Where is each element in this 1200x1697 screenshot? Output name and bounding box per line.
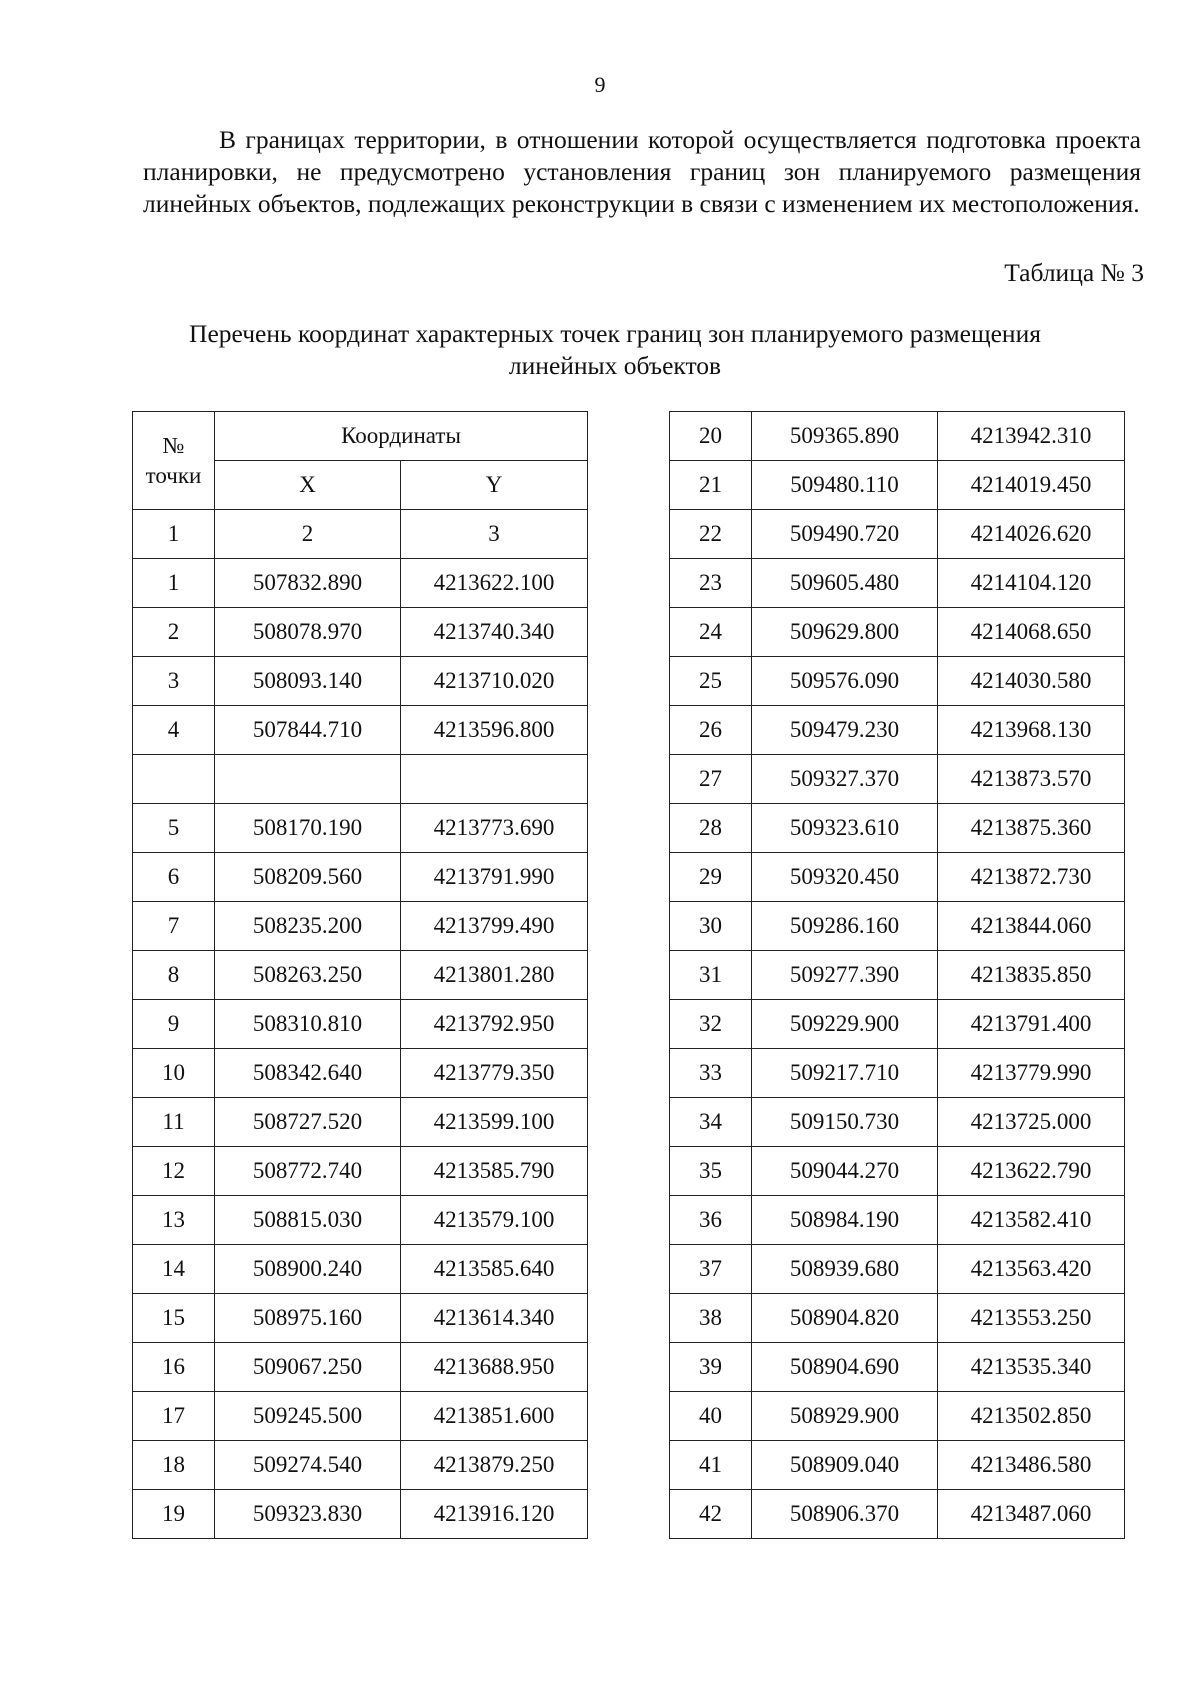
table-row bbox=[133, 804, 588, 853]
table-row bbox=[670, 559, 1125, 608]
y-coordinate-cell: 4213779.350 bbox=[401, 1049, 588, 1098]
table-row bbox=[670, 510, 1125, 559]
table-row bbox=[133, 1049, 588, 1098]
column-index-cell: 3 bbox=[401, 510, 588, 559]
y-coordinate-cell: 4213582.410 bbox=[938, 1196, 1125, 1245]
point-number-cell: 11 bbox=[133, 1098, 215, 1147]
y-coordinate-cell: 4213851.600 bbox=[401, 1392, 588, 1441]
point-number-cell: 42 bbox=[670, 1490, 752, 1539]
x-coordinate-cell: 509320.450 bbox=[752, 853, 938, 902]
x-coordinate-cell: 508093.140 bbox=[215, 657, 401, 706]
y-coordinate-cell: 4213916.120 bbox=[401, 1490, 588, 1539]
y-coordinate-cell: 4214019.450 bbox=[938, 461, 1125, 510]
x-coordinate-cell: 509629.800 bbox=[752, 608, 938, 657]
x-coordinate-cell: 509605.480 bbox=[752, 559, 938, 608]
point-number-cell: 16 bbox=[133, 1343, 215, 1392]
x-coordinate-cell: 508975.160 bbox=[215, 1294, 401, 1343]
x-coordinate-cell bbox=[215, 755, 401, 804]
x-coordinate-cell: 508263.250 bbox=[215, 951, 401, 1000]
point-number-cell: 28 bbox=[670, 804, 752, 853]
y-coordinate-cell: 4213844.060 bbox=[938, 902, 1125, 951]
y-coordinate-cell: 4213622.790 bbox=[938, 1147, 1125, 1196]
table-row bbox=[133, 1392, 588, 1441]
table-row bbox=[670, 706, 1125, 755]
table-row bbox=[670, 902, 1125, 951]
x-coordinate-cell: 508906.370 bbox=[752, 1490, 938, 1539]
point-number-cell: 10 bbox=[133, 1049, 215, 1098]
x-coordinate-cell: 508939.680 bbox=[752, 1245, 938, 1294]
y-coordinate-cell: 4213486.580 bbox=[938, 1441, 1125, 1490]
x-coordinate-cell: 509480.110 bbox=[752, 461, 938, 510]
y-coordinate-cell: 4213614.340 bbox=[401, 1294, 588, 1343]
y-coordinate-cell: 4214030.580 bbox=[938, 657, 1125, 706]
y-coordinate-cell: 4213535.340 bbox=[938, 1343, 1125, 1392]
header-x: X bbox=[215, 461, 401, 510]
point-number-cell: 4 bbox=[133, 706, 215, 755]
y-coordinate-cell: 4213585.640 bbox=[401, 1245, 588, 1294]
x-coordinate-cell: 509044.270 bbox=[752, 1147, 938, 1196]
y-coordinate-cell: 4213791.400 bbox=[938, 1000, 1125, 1049]
table-row bbox=[133, 1147, 588, 1196]
point-number-cell: 13 bbox=[133, 1196, 215, 1245]
x-coordinate-cell: 509365.890 bbox=[752, 412, 938, 461]
point-number-cell: 37 bbox=[670, 1245, 752, 1294]
point-number-cell: 6 bbox=[133, 853, 215, 902]
point-number-cell: 26 bbox=[670, 706, 752, 755]
table-row bbox=[670, 1000, 1125, 1049]
table-row bbox=[133, 559, 588, 608]
point-number-cell: 24 bbox=[670, 608, 752, 657]
table-row bbox=[133, 608, 588, 657]
x-coordinate-cell: 508342.640 bbox=[215, 1049, 401, 1098]
point-number-cell: 3 bbox=[133, 657, 215, 706]
x-coordinate-cell: 509217.710 bbox=[752, 1049, 938, 1098]
point-number-cell: 23 bbox=[670, 559, 752, 608]
y-coordinate-cell: 4213799.490 bbox=[401, 902, 588, 951]
table-row bbox=[670, 1392, 1125, 1441]
caption-line-2: линейных объектов bbox=[508, 351, 722, 380]
x-coordinate-cell: 508929.900 bbox=[752, 1392, 938, 1441]
point-number-cell: 1 bbox=[133, 559, 215, 608]
point-number-cell: 29 bbox=[670, 853, 752, 902]
y-coordinate-cell: 4213487.060 bbox=[938, 1490, 1125, 1539]
y-coordinate-cell: 4213942.310 bbox=[938, 412, 1125, 461]
y-coordinate-cell: 4214104.120 bbox=[938, 559, 1125, 608]
point-number-cell: 12 bbox=[133, 1147, 215, 1196]
point-number-cell: 7 bbox=[133, 902, 215, 951]
x-coordinate-cell: 509067.250 bbox=[215, 1343, 401, 1392]
y-coordinate-cell: 4213579.100 bbox=[401, 1196, 588, 1245]
point-number-cell: 35 bbox=[670, 1147, 752, 1196]
x-coordinate-cell: 508904.690 bbox=[752, 1343, 938, 1392]
x-coordinate-cell: 508904.820 bbox=[752, 1294, 938, 1343]
table-row bbox=[133, 1196, 588, 1245]
table-row bbox=[133, 755, 588, 804]
table-row bbox=[133, 1294, 588, 1343]
y-coordinate-cell: 4213792.950 bbox=[401, 1000, 588, 1049]
y-coordinate-cell: 4213622.100 bbox=[401, 559, 588, 608]
y-coordinate-cell: 4213553.250 bbox=[938, 1294, 1125, 1343]
point-number-cell: 33 bbox=[670, 1049, 752, 1098]
x-coordinate-cell: 509323.830 bbox=[215, 1490, 401, 1539]
table-row bbox=[670, 412, 1125, 461]
header-y: Y bbox=[401, 461, 588, 510]
point-number-cell: 21 bbox=[670, 461, 752, 510]
x-coordinate-cell: 508209.560 bbox=[215, 853, 401, 902]
caption-line-1: Перечень координат характерных точек границ зон планируемого размещения bbox=[189, 319, 1041, 348]
point-number-cell: 25 bbox=[670, 657, 752, 706]
x-coordinate-cell: 508310.810 bbox=[215, 1000, 401, 1049]
point-number-cell: 5 bbox=[133, 804, 215, 853]
y-coordinate-cell: 4213599.100 bbox=[401, 1098, 588, 1147]
y-coordinate-cell: 4213585.790 bbox=[401, 1147, 588, 1196]
y-coordinate-cell: 4213801.280 bbox=[401, 951, 588, 1000]
column-index-cell: 1 bbox=[133, 510, 215, 559]
table-row bbox=[670, 853, 1125, 902]
x-coordinate-cell: 509274.540 bbox=[215, 1441, 401, 1490]
table-row bbox=[670, 1343, 1125, 1392]
point-number-cell: 19 bbox=[133, 1490, 215, 1539]
table-row bbox=[670, 1294, 1125, 1343]
table-row bbox=[133, 951, 588, 1000]
table-row bbox=[670, 657, 1125, 706]
table-caption bbox=[150, 318, 1080, 382]
point-number-cell: 15 bbox=[133, 1294, 215, 1343]
header-num-sign: № bbox=[162, 432, 185, 458]
x-coordinate-cell: 509277.390 bbox=[752, 951, 938, 1000]
intro-paragraph: В границах территории, в отношении которой осуществляется подготовка проекта планировки, не предусмотрено установления границ зон планируемого размещения линейных объектов, подлежащих реконструкции в связи с изменением их местоположения. bbox=[143, 125, 1141, 218]
x-coordinate-cell: 508815.030 bbox=[215, 1196, 401, 1245]
table-row bbox=[670, 1490, 1125, 1539]
y-coordinate-cell: 4213873.570 bbox=[938, 755, 1125, 804]
table-row bbox=[133, 1098, 588, 1147]
point-number-cell: 40 bbox=[670, 1392, 752, 1441]
point-number-cell: 8 bbox=[133, 951, 215, 1000]
y-coordinate-cell: 4213791.990 bbox=[401, 853, 588, 902]
point-number-cell: 17 bbox=[133, 1392, 215, 1441]
x-coordinate-cell: 509245.500 bbox=[215, 1392, 401, 1441]
page-number: 9 bbox=[594, 72, 606, 97]
point-number-cell: 41 bbox=[670, 1441, 752, 1490]
y-coordinate-cell: 4213725.000 bbox=[938, 1098, 1125, 1147]
table-row bbox=[670, 1196, 1125, 1245]
x-coordinate-cell: 509327.370 bbox=[752, 755, 938, 804]
x-coordinate-cell: 508900.240 bbox=[215, 1245, 401, 1294]
column-index-cell: 2 bbox=[215, 510, 401, 559]
x-coordinate-cell: 509150.730 bbox=[752, 1098, 938, 1147]
table-row bbox=[133, 706, 588, 755]
y-coordinate-cell: 4213710.020 bbox=[401, 657, 588, 706]
point-number-cell: 31 bbox=[670, 951, 752, 1000]
y-coordinate-cell: 4213968.130 bbox=[938, 706, 1125, 755]
x-coordinate-cell: 509576.090 bbox=[752, 657, 938, 706]
x-coordinate-cell: 509490.720 bbox=[752, 510, 938, 559]
table-header-row bbox=[133, 412, 588, 461]
x-coordinate-cell: 508909.040 bbox=[752, 1441, 938, 1490]
y-coordinate-cell: 4213779.990 bbox=[938, 1049, 1125, 1098]
coordinates-table-left bbox=[132, 411, 588, 1539]
table-row bbox=[670, 1049, 1125, 1098]
point-number-cell: 39 bbox=[670, 1343, 752, 1392]
point-number-cell: 32 bbox=[670, 1000, 752, 1049]
y-coordinate-cell: 4213879.250 bbox=[401, 1441, 588, 1490]
y-coordinate-cell: 4214026.620 bbox=[938, 510, 1125, 559]
point-number-cell: 36 bbox=[670, 1196, 752, 1245]
y-coordinate-cell: 4213740.340 bbox=[401, 608, 588, 657]
x-coordinate-cell: 508727.520 bbox=[215, 1098, 401, 1147]
y-coordinate-cell: 4213875.360 bbox=[938, 804, 1125, 853]
table-row bbox=[133, 1000, 588, 1049]
table-row bbox=[670, 608, 1125, 657]
point-number-cell: 18 bbox=[133, 1441, 215, 1490]
header-point-number bbox=[133, 412, 215, 510]
table-row bbox=[133, 1343, 588, 1392]
point-number-cell: 14 bbox=[133, 1245, 215, 1294]
x-coordinate-cell: 509479.230 bbox=[752, 706, 938, 755]
table-row bbox=[670, 755, 1125, 804]
x-coordinate-cell: 508170.190 bbox=[215, 804, 401, 853]
x-coordinate-cell: 509229.900 bbox=[752, 1000, 938, 1049]
x-coordinate-cell: 507832.890 bbox=[215, 559, 401, 608]
point-number-cell: 20 bbox=[670, 412, 752, 461]
x-coordinate-cell: 508984.190 bbox=[752, 1196, 938, 1245]
x-coordinate-cell: 509323.610 bbox=[752, 804, 938, 853]
table-row bbox=[133, 902, 588, 951]
point-number-cell: 9 bbox=[133, 1000, 215, 1049]
x-coordinate-cell: 508078.970 bbox=[215, 608, 401, 657]
header-num-label: точки bbox=[145, 462, 202, 488]
point-number-cell: 38 bbox=[670, 1294, 752, 1343]
table-label: Таблица № 3 bbox=[1004, 258, 1144, 287]
point-number-cell: 30 bbox=[670, 902, 752, 951]
column-index-row bbox=[133, 510, 588, 559]
point-number-cell: 27 bbox=[670, 755, 752, 804]
x-coordinate-cell: 508772.740 bbox=[215, 1147, 401, 1196]
table-row bbox=[133, 657, 588, 706]
table-row bbox=[670, 1441, 1125, 1490]
table-row bbox=[670, 1245, 1125, 1294]
point-number-cell: 34 bbox=[670, 1098, 752, 1147]
x-coordinate-cell: 509286.160 bbox=[752, 902, 938, 951]
point-number-cell bbox=[133, 755, 215, 804]
table-row bbox=[133, 1245, 588, 1294]
table-row bbox=[133, 1490, 588, 1539]
table-row bbox=[670, 1147, 1125, 1196]
y-coordinate-cell: 4213596.800 bbox=[401, 706, 588, 755]
table-row bbox=[670, 804, 1125, 853]
point-number-cell: 2 bbox=[133, 608, 215, 657]
x-coordinate-cell: 507844.710 bbox=[215, 706, 401, 755]
header-coordinates: Координаты bbox=[215, 412, 588, 461]
y-coordinate-cell: 4213502.850 bbox=[938, 1392, 1125, 1441]
y-coordinate-cell: 4213773.690 bbox=[401, 804, 588, 853]
y-coordinate-cell: 4213688.950 bbox=[401, 1343, 588, 1392]
table-row bbox=[670, 1098, 1125, 1147]
point-number-cell: 22 bbox=[670, 510, 752, 559]
y-coordinate-cell bbox=[401, 755, 588, 804]
table-row bbox=[133, 1441, 588, 1490]
y-coordinate-cell: 4213872.730 bbox=[938, 853, 1125, 902]
x-coordinate-cell: 508235.200 bbox=[215, 902, 401, 951]
coordinates-table-right bbox=[669, 411, 1125, 1539]
table-row bbox=[133, 853, 588, 902]
y-coordinate-cell: 4214068.650 bbox=[938, 608, 1125, 657]
y-coordinate-cell: 4213835.850 bbox=[938, 951, 1125, 1000]
table-row bbox=[670, 951, 1125, 1000]
table-row bbox=[670, 461, 1125, 510]
y-coordinate-cell: 4213563.420 bbox=[938, 1245, 1125, 1294]
